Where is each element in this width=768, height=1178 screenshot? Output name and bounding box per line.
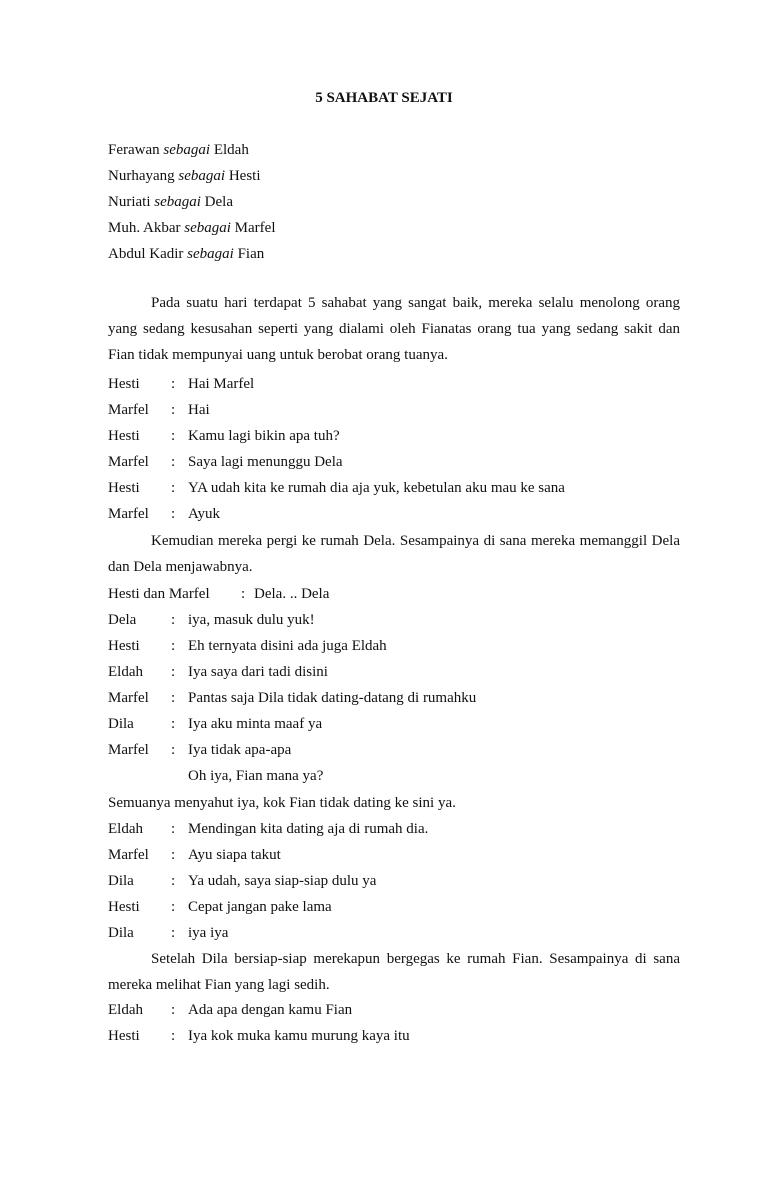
dialog-text: Ya udah, saya siap-siap dulu ya <box>188 873 377 889</box>
dialog-text: Mendingan kita dating aja di rumah dia. <box>188 821 429 837</box>
role-word: sebagai <box>163 142 211 158</box>
character-name: Fian <box>237 246 265 262</box>
speaker-colon: : <box>171 1002 176 1018</box>
dialog-line <box>108 845 680 865</box>
speaker-colon: : <box>171 612 176 628</box>
cast-item <box>108 218 275 238</box>
dialog-text: Cepat jangan pake lama <box>188 899 332 915</box>
dialog-line <box>108 688 680 708</box>
speaker-colon: : <box>171 742 176 758</box>
speaker-colon: : <box>171 821 176 837</box>
narration-line: Semuanya menyahut iya, kok Fian tidak dating ke sini ya. <box>108 795 456 811</box>
speaker-colon: : <box>171 480 176 496</box>
cast-item <box>108 140 249 160</box>
speaker-name: Marfel <box>108 690 149 706</box>
dialog-line <box>108 504 680 524</box>
speaker-colon: : <box>171 716 176 732</box>
speaker-colon: : <box>171 925 176 941</box>
cast-item <box>108 166 261 186</box>
dialog-line <box>108 871 680 891</box>
dialog-text: YA udah kita ke rumah dia aja yuk, kebetulan aku mau ke sana <box>188 480 565 496</box>
dialog-line <box>108 740 680 760</box>
speaker-name: Hesti <box>108 376 140 392</box>
speaker-colon: : <box>171 847 176 863</box>
role-word: sebagai <box>187 246 234 262</box>
speaker-colon: : <box>171 638 176 654</box>
dialog-text: Iya kok muka kamu murung kaya itu <box>188 1028 410 1044</box>
character-name: Dela <box>204 194 233 210</box>
narration-paragraph <box>108 528 680 580</box>
speaker-colon: : <box>171 506 176 522</box>
dialog-text: Ada apa dengan kamu Fian <box>188 1002 353 1018</box>
speaker-colon: : <box>171 428 176 444</box>
speaker-colon: : <box>171 664 176 680</box>
dialog-line <box>108 1026 680 1046</box>
speaker-name: Marfel <box>108 742 149 758</box>
speaker-colon: : <box>171 402 176 418</box>
actor-name: Nuriati <box>108 194 151 210</box>
dialog-text: Ayuk <box>188 506 220 522</box>
paragraph-text: Kemudian mereka pergi ke rumah Dela. Sesampainya di sana mereka memanggil Dela dan Dela menjawabnya. <box>108 533 680 576</box>
dialog-text: Hai Marfel <box>188 376 255 392</box>
actor-name: Ferawan <box>108 142 160 158</box>
paragraph-text: Setelah Dila bersiap-siap merekapun bergegas ke rumah Fian. Sesampainya di sana mereka melihat Fian yang lagi sedih. <box>108 951 680 994</box>
dialog-line <box>108 897 680 917</box>
dialog-line <box>108 636 680 656</box>
narration-paragraph <box>108 290 680 369</box>
speaker-colon: : <box>171 376 176 392</box>
speaker-name: Eldah <box>108 664 143 680</box>
speaker-name: Marfel <box>108 847 149 863</box>
dialog-text: Oh iya, Fian mana ya? <box>188 768 324 784</box>
speaker-name: Hesti <box>108 428 140 444</box>
speaker-colon: : <box>241 586 246 602</box>
speaker-name: Hesti <box>108 1028 140 1044</box>
character-name: Eldah <box>213 142 249 158</box>
speaker-name: Hesti <box>108 899 140 915</box>
dialog-line <box>108 400 680 420</box>
dialog-line <box>108 374 680 394</box>
speaker-colon: : <box>171 1028 176 1044</box>
dialog-line <box>108 819 680 839</box>
actor-name: Abdul Kadir <box>108 246 184 262</box>
speaker-colon: : <box>171 454 176 470</box>
dialog-line <box>108 714 680 734</box>
actor-name: Muh. Akbar <box>108 220 181 236</box>
dialog-text: Iya saya dari tadi disini <box>188 664 328 680</box>
dialog-line <box>108 1000 680 1020</box>
speaker-colon: : <box>171 873 176 889</box>
dialog-text: Saya lagi menunggu Dela <box>188 454 343 470</box>
dialog-text: Ayu siapa takut <box>188 847 281 863</box>
character-name: Hesti <box>228 168 261 184</box>
dialog-line <box>108 610 680 630</box>
narration-paragraph <box>108 946 680 998</box>
dialog-continuation <box>108 766 680 786</box>
speaker-name: Dila <box>108 716 134 732</box>
speaker-name: Hesti <box>108 638 140 654</box>
speaker-name: Hesti dan Marfel <box>108 586 210 602</box>
cast-item <box>108 192 233 212</box>
cast-item <box>108 244 264 264</box>
role-word: sebagai <box>184 220 231 236</box>
document-title: 5 SAHABAT SEJATI <box>315 90 453 106</box>
role-word: sebagai <box>154 194 201 210</box>
role-word: sebagai <box>178 168 226 184</box>
speaker-name: Eldah <box>108 1002 143 1018</box>
speaker-name: Marfel <box>108 454 149 470</box>
speaker-name: Marfel <box>108 402 149 418</box>
dialog-text: Iya tidak apa-apa <box>188 742 292 758</box>
dialog-text: Eh ternyata disini ada juga Eldah <box>188 638 387 654</box>
dialog-text: Pantas saja Dila tidak dating-datang di rumahku <box>188 690 477 706</box>
dialog-line <box>108 662 680 682</box>
speaker-name: Dila <box>108 925 134 941</box>
dialog-line <box>108 923 680 943</box>
character-name: Marfel <box>234 220 276 236</box>
dialog-line <box>108 452 680 472</box>
speaker-name: Dila <box>108 873 134 889</box>
speaker-colon: : <box>171 899 176 915</box>
dialog-text: Dela. .. Dela <box>254 586 330 602</box>
dialog-text: iya iya <box>188 925 229 941</box>
speaker-name: Marfel <box>108 506 149 522</box>
dialog-text: Kamu lagi bikin apa tuh? <box>188 428 340 444</box>
dialog-line <box>108 478 680 498</box>
dialog-text: iya, masuk dulu yuk! <box>188 612 315 628</box>
dialog-text: Iya aku minta maaf ya <box>188 716 323 732</box>
speaker-colon: : <box>171 690 176 706</box>
paragraph-text: Pada suatu hari terdapat 5 sahabat yang sangat baik, mereka selalu menolong orang yang sedang kesusahan seperti yang dialami oleh Fianatas orang tua yang sedang sakit dan Fian tidak mempunyai uang untuk berobat orang tuanya. <box>108 295 680 364</box>
speaker-name: Eldah <box>108 821 143 837</box>
speaker-name: Dela <box>108 612 137 628</box>
dialog-line <box>108 584 680 604</box>
dialog-text: Hai <box>188 402 210 418</box>
speaker-name: Hesti <box>108 480 140 496</box>
dialog-line <box>108 426 680 446</box>
actor-name: Nurhayang <box>108 168 175 184</box>
